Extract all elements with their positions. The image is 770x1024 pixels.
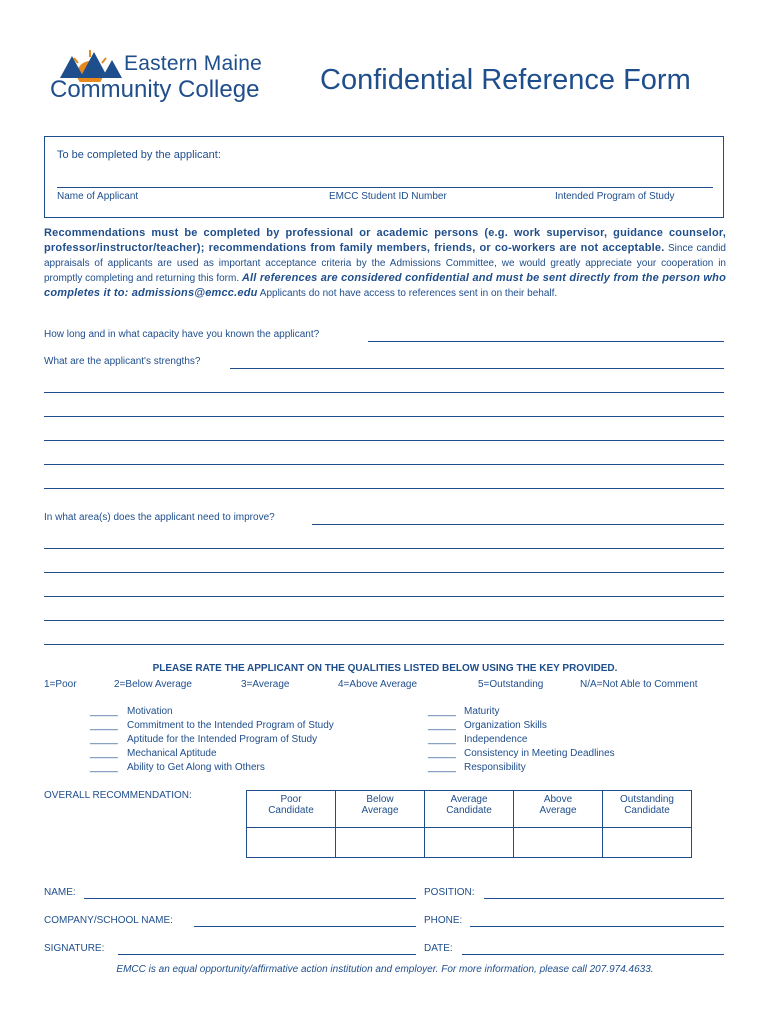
college-logo — [50, 48, 310, 114]
instructions-bold: Recommendations must be completed by professional or academic persons (e.g. work supervisor, guidance counselor, professor/instructor/teacher); recommendations from family members, friends, or co-workers are not acceptable. — [44, 227, 726, 254]
company-field-line[interactable] — [194, 926, 416, 927]
applicant-fill-line[interactable] — [57, 187, 713, 188]
quality-label: Mechanical Aptitude — [127, 748, 217, 759]
page-title: Confidential Reference Form — [320, 64, 691, 96]
key-poor: 1=Poor — [44, 679, 77, 690]
quality-label: Ability to Get Along with Others — [127, 762, 265, 773]
checkbox-above-average[interactable] — [514, 828, 603, 858]
rating-blank[interactable]: _____ — [90, 762, 118, 773]
date-field-line[interactable] — [462, 954, 724, 955]
improve-line[interactable] — [44, 644, 724, 645]
phone-label: PHONE: — [424, 915, 463, 926]
quality-label: Motivation — [127, 706, 173, 717]
quality-label: Aptitude for the Intended Program of Study — [127, 734, 318, 745]
footer-disclaimer: EMCC is an equal opportunity/affirmative action institution and employer. For more information, please call 207.974.4633. — [116, 964, 654, 975]
strengths-line[interactable] — [44, 416, 724, 417]
checkbox-outstanding-candidate[interactable] — [603, 828, 692, 858]
answer-strengths-line[interactable] — [230, 368, 724, 369]
checkbox-average-candidate[interactable] — [425, 828, 514, 858]
name-of-applicant-label: Name of Applicant — [57, 191, 139, 202]
rating-blank[interactable]: _____ — [90, 706, 118, 717]
question-improve: In what area(s) does the applicant need to improve? — [44, 512, 275, 523]
key-below-average: 2=Below Average — [114, 679, 192, 690]
key-average: 3=Average — [241, 679, 290, 690]
rating-blank[interactable]: _____ — [428, 762, 456, 773]
overall-recommendation-label: OVERALL RECOMMENDATION: — [44, 790, 192, 801]
rating-blank[interactable]: _____ — [428, 706, 456, 717]
position-label: POSITION: — [424, 887, 475, 898]
improve-line[interactable] — [44, 548, 724, 549]
phone-field-line[interactable] — [470, 926, 724, 927]
quality-label: Consistency in Meeting Deadlines — [464, 748, 615, 759]
overall-recommendation-table — [246, 790, 692, 858]
logo-text-eastern-maine: Eastern Maine — [124, 52, 263, 75]
quality-label: Commitment to the Intended Program of Study — [127, 720, 334, 731]
intended-program-label: Intended Program of Study — [555, 191, 675, 202]
instructions-normal-2: Applicants do not have access to references sent in on their behalf. — [257, 288, 558, 299]
key-outstanding: 5=Outstanding — [478, 679, 544, 690]
question-strengths: What are the applicant's strengths? — [44, 356, 201, 367]
signature-label: SIGNATURE: — [44, 943, 105, 954]
improve-line[interactable] — [44, 572, 724, 573]
instructions-confidential: All references are considered confidential and must be sent directly from the person who completes it to: admissions@emcc.edu — [44, 272, 726, 299]
rating-blank[interactable]: _____ — [428, 748, 456, 759]
instructions-normal-1: Since candid appraisals of applicants are used as important acceptance criteria by the Admissions Committee, we would greatly appreciate your cooperation in promptly completing and returning this form. — [44, 243, 726, 284]
student-id-label: EMCC Student ID Number — [329, 191, 447, 202]
instructions-paragraph — [44, 226, 726, 301]
key-not-applicable: N/A=Not Able to Comment — [580, 679, 698, 690]
option-average-candidate: Average Candidate — [425, 791, 514, 828]
option-below-average: Below Average — [336, 791, 425, 828]
name-label: NAME: — [44, 887, 76, 898]
rating-blank[interactable]: _____ — [90, 734, 118, 745]
quality-label: Maturity — [464, 706, 500, 717]
rating-heading: PLEASE RATE THE APPLICANT ON THE QUALITIES LISTED BELOW USING THE KEY PROVIDED. — [152, 663, 618, 674]
rating-blank[interactable]: _____ — [90, 720, 118, 731]
strengths-line[interactable] — [44, 392, 724, 393]
quality-label: Organization Skills — [464, 720, 547, 731]
applicant-info-box — [44, 136, 724, 218]
rating-blank[interactable]: _____ — [428, 720, 456, 731]
applicant-instruction: To be completed by the applicant: — [57, 149, 221, 161]
logo-text-community-college: Community College — [50, 76, 260, 103]
company-label: COMPANY/SCHOOL NAME: — [44, 915, 173, 926]
option-outstanding-candidate: Outstanding Candidate — [603, 791, 692, 828]
name-field-line[interactable] — [84, 898, 416, 899]
quality-label: Independence — [464, 734, 528, 745]
strengths-line[interactable] — [44, 440, 724, 441]
signature-field-line[interactable] — [118, 954, 416, 955]
strengths-line[interactable] — [44, 464, 724, 465]
rating-blank[interactable]: _____ — [90, 748, 118, 759]
position-field-line[interactable] — [484, 898, 724, 899]
answer-improve-line[interactable] — [312, 524, 724, 525]
strengths-line[interactable] — [44, 488, 724, 489]
option-above-average: Above Average — [514, 791, 603, 828]
improve-line[interactable] — [44, 596, 724, 597]
date-label: DATE: — [424, 943, 453, 954]
answer-known-line[interactable] — [368, 341, 724, 342]
rating-blank[interactable]: _____ — [428, 734, 456, 745]
question-known-applicant: How long and in what capacity have you known the applicant? — [44, 329, 320, 340]
checkbox-poor-candidate[interactable] — [247, 828, 336, 858]
option-poor-candidate: Poor Candidate — [247, 791, 336, 828]
checkbox-below-average[interactable] — [336, 828, 425, 858]
key-above-average: 4=Above Average — [338, 679, 418, 690]
quality-label: Responsibility — [464, 762, 526, 773]
improve-line[interactable] — [44, 620, 724, 621]
